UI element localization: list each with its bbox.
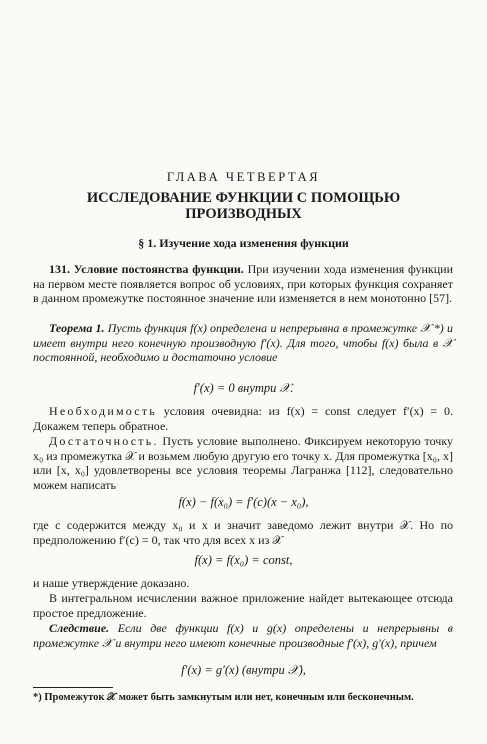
integral-note-text: В интегральном исчислении важное приложение найдет вытекающее отсюда простое предложение. [33,591,453,620]
proved-paragraph [33,576,453,591]
corollary-paragraph [33,621,453,650]
necessity-paragraph [33,404,453,433]
corollary-label: Следствие. [49,621,110,635]
formula-equal-derivatives: f′(x) = g′(x) (внутри 𝒳), [181,663,306,677]
footnote-divider [33,687,113,688]
theorem-label: Теорема 1. [49,321,105,335]
where-c-text: где c содержится между x₀ и x и значит заведомо лежит внутри 𝒳. Но по предположению f′(c) = 0, так что для всех x из 𝒳 [33,518,453,547]
sufficiency-label: Достаточность. [49,434,159,448]
sufficiency-paragraph [33,434,453,492]
formula-derivative-zero: f′(x) = 0 внутри 𝒳. [193,381,294,395]
chapter-label: ГЛАВА ЧЕТВЕРТАЯ [166,170,321,184]
footnote: *) Промежуток 𝒳 может быть замкнутым или нет, конечным или бесконечным. [33,692,414,703]
necessity-text: условия очевидна: из f(x) = const следует f′(x) = 0. Докажем теперь обратное. [33,404,453,433]
section-heading: § 1. Изучение хода изменения функции [138,236,349,250]
paragraph-131-heading: 131. Условие постоянства функции. [49,262,244,276]
necessity-label: Необходимость [49,404,157,418]
integral-note-paragraph [33,591,453,620]
sufficiency-text: Пусть условие выполнено. Фиксируем некоторую точку x₀ из промежутка 𝒳 и возьмем любую другую его точку x. Для промежутка [x₀, x] или [x, x₀] удовлетворены все условия теоремы Лагранжа [112], следовательно можем написать [33,434,453,492]
paragraph-131 [33,262,453,306]
corollary-text: Если две функции f(x) и g(x) определены и непрерывны в промежутке 𝒳 и внутри него имеют конечные производные f′(x), g′(x), причем [33,621,453,650]
where-c-paragraph [33,518,453,547]
formula-lagrange: f(x) − f(x₀) = f′(c)(x − x₀), [178,495,309,509]
formula-const: f(x) = f(x₀) = const, [194,553,293,567]
theorem-1 [33,321,453,365]
proved-text: и наше утверждение доказано. [33,576,190,590]
paragraph-131-text: При изучении хода изменения функции на первом месте появляется вопрос об условиях, при которых функция сохраняет в данном промежутке постоянное значение или изменяется в нем монотонно [57]. [33,262,454,306]
theorem-text: Пусть функция f(x) определена и непрерывна в промежутке 𝒳 *) и имеет внутри него конечную производную f′(x). Для того, чтобы f(x) была в 𝒳 постоянной, необходимо и достаточно условие [33,321,454,365]
chapter-title: ИССЛЕДОВАНИЕ ФУНКЦИИ С ПОМОЩЬЮ ПРОИЗВОДНЫХ [86,190,401,222]
